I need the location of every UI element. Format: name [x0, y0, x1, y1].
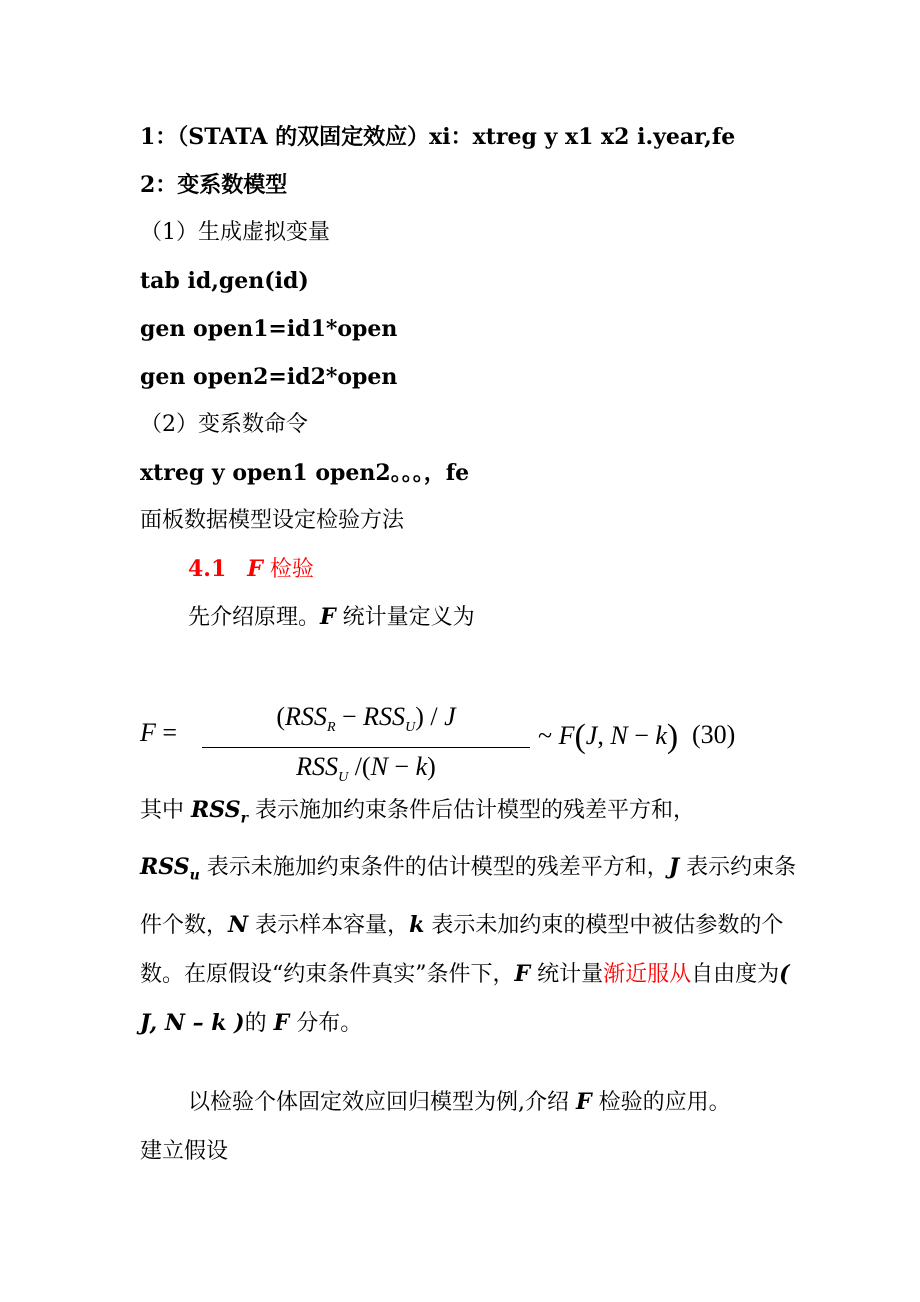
closing-a: 以检验个体固定效应回归模型为例,介绍	[188, 1090, 576, 1115]
line-gen-open1: gen open1=id1*open	[140, 316, 398, 342]
highlight-asymptotic: 渐近服从	[603, 961, 692, 987]
section-number: 4.1	[188, 556, 227, 582]
varcoef-heading-text: 2：变系数模型	[140, 172, 288, 198]
explain-p6: 表示未加约束的模型中被估参数的个数。在原假设“约束条件真实”条件下，	[140, 912, 784, 987]
symbol-f-2: F	[273, 1009, 290, 1036]
formula-numerator: $(RSS_R - RSS_U) / J$	[276, 702, 456, 735]
explain-p9: 的	[244, 1010, 274, 1036]
intro-f: F	[320, 604, 336, 630]
symbol-j: J	[668, 854, 680, 881]
rss-r: $RSS_r$	[191, 797, 248, 827]
closing-c: 建立假设	[140, 1139, 229, 1164]
f-statistic-formula	[140, 700, 780, 785]
closing-b: 检验的应用。	[591, 1090, 731, 1115]
line-tab-id: tab id,gen(id)	[140, 268, 309, 294]
intro-before: 先介绍原理。	[188, 605, 321, 630]
explain-p3: 表示未施加约束条件的估计模型的残差平方和，	[199, 855, 669, 881]
formula-denominator: $RSS_U$ /(N − k)	[296, 752, 436, 785]
line-panel-test-title: 面板数据模型设定检验方法	[140, 508, 405, 533]
section-heading	[188, 554, 314, 585]
explanation-paragraph	[140, 786, 800, 1048]
line-gen-open2: gen open2=id2*open	[140, 364, 398, 390]
explain-p2: 表示施加约束条件后估计模型的残差平方和，	[247, 798, 695, 823]
section-title-rest: 检验	[262, 557, 314, 582]
formula-lhs: F =	[140, 718, 178, 747]
line-stata-twoway: 1：（STATA 的双固定效应）xi：xtreg y x1 x2 i.year,fe	[140, 124, 736, 150]
section-title-f: F	[247, 556, 263, 582]
explain-p1: 其中	[140, 798, 191, 823]
explain-p10: 分布。	[289, 1010, 363, 1036]
formula-rhs: ~ F(J, N − k)	[538, 718, 679, 755]
closing-paragraph	[140, 1078, 800, 1176]
line-generate-dummy: （1）生成虚拟变量	[140, 220, 330, 245]
symbol-f: F	[514, 960, 531, 987]
explain-p8: 自由度为	[691, 961, 780, 987]
degrees-of-freedom: ( J, N – k )	[140, 960, 790, 1036]
intro-line	[188, 602, 475, 633]
explain-p7: 统计量	[530, 961, 604, 987]
line-xtreg-open: xtreg y open1 open2。。。，fe	[140, 460, 470, 486]
formula-fraction	[198, 700, 534, 795]
line-varcoef-heading	[140, 170, 287, 201]
explain-p4: 表示约束条件个数，	[140, 855, 797, 938]
fraction-bar	[202, 747, 530, 748]
symbol-n: N	[228, 911, 249, 938]
equation-number: (30)	[692, 720, 736, 749]
symbol-k: k	[409, 911, 425, 938]
rss-u: $RSS_u$	[140, 854, 200, 884]
explain-p5: 表示样本容量，	[248, 912, 410, 938]
closing-f: F	[576, 1089, 592, 1115]
line-varcoef-command: （2）变系数命令	[140, 412, 308, 437]
intro-after: 统计量定义为	[335, 605, 475, 630]
